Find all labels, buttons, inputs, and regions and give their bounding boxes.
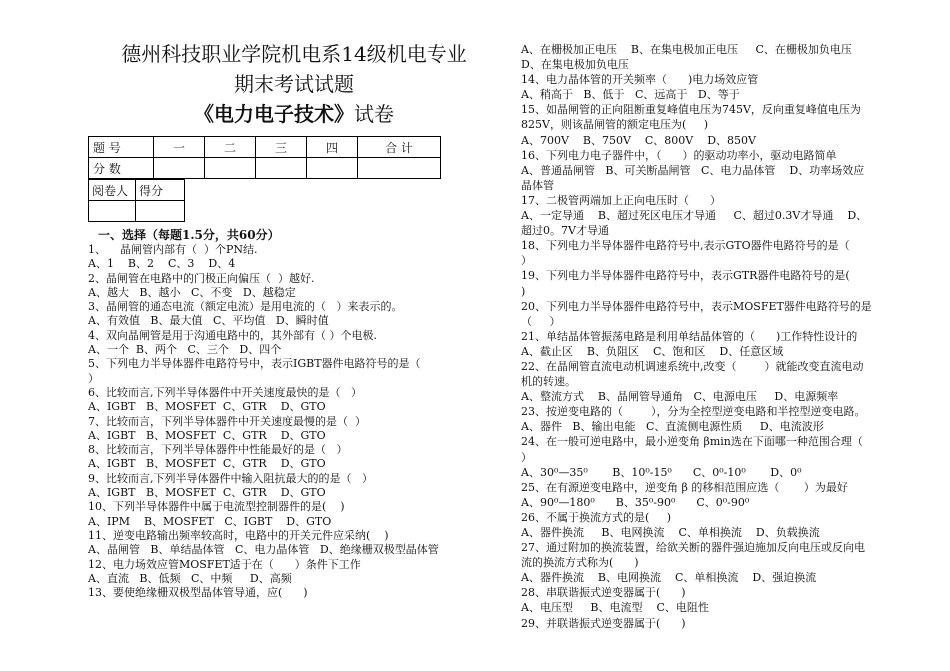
question-line: 26、不属于换流方式的是( ) [521, 510, 672, 524]
question-line: 15、如晶闸管的正向阻断重复峰值电压为745V，反向重复峰值电压为 [521, 103, 861, 117]
score-row-label: 分 数 [89, 158, 154, 179]
grader-table [88, 179, 185, 222]
score-blank-total [358, 158, 441, 179]
question-line: 流的换流方式称为( ) [521, 556, 639, 570]
score-cell-label: 题 号 [89, 137, 154, 158]
question-line: A、90⁰—180⁰ B、35⁰-90⁰ C、0⁰-90⁰ [521, 495, 750, 509]
question-line: A、晶闸管 B、单结晶体管 C、电力晶体管 D、绝缘栅双极型晶体管 [88, 543, 439, 557]
question-line: 18、下列电力半导体器件电路符号中,表示GTO器件电路符号的是（ [521, 239, 850, 253]
question-line: 3、晶闸管的通态电流（额定电流）是用电流的（ ）来表示的。 [88, 300, 403, 314]
score-table-header-row [89, 137, 441, 158]
question-line: 27、通过附加的换流装置，给欲关断的器件强迫施加反向电压或反向电 [521, 541, 865, 555]
grade-blank [136, 201, 185, 222]
course-name: 《电力电子技术》 [194, 102, 354, 126]
exam-title-suffix: 试卷 [354, 102, 394, 126]
score-blank-2 [205, 158, 256, 179]
question-line: 21、单结晶体管振荡电路是利用单结晶体管的（ )工作特性设计的 [521, 329, 858, 343]
question-line: A、一定导通 B、超过死区电压才导通 C、超过0.3V才导通 D、 [521, 209, 868, 223]
score-blank-3 [256, 158, 307, 179]
section-title: 一、选择（每题1.5分，共60分） [98, 228, 280, 242]
question-line: A、700V B、750V C、800V D、850V [521, 133, 756, 147]
question-line: 28、串联谐振式逆变器属于( ) [521, 586, 686, 600]
right-column [521, 42, 941, 631]
question-line: A、越大 B、越小 C、不变 D、越稳定 [88, 285, 296, 299]
exam-title-line2: 期末考试试题 [234, 72, 354, 96]
question-line: ） [88, 371, 99, 385]
question-line: A、稍高于 B、低于 C、远高于 D、等于 [521, 88, 740, 102]
score-blank-1 [154, 158, 205, 179]
question-line: 13、要使绝缘栅双极型晶体管导通，应( ) [88, 586, 308, 600]
question-line: 6、比较而言,下列半导体器件中开关速度最快的是（ ） [88, 385, 362, 399]
question-line: ） [521, 254, 532, 268]
question-line: 超过0。7V才导通 [521, 224, 609, 238]
question-line: 29、并联谐振式逆变器属于( ) [521, 616, 686, 630]
question-line: 机的转速。 [521, 375, 576, 389]
question-line: 4、双向晶闸管是用于沟通电路中的，其外部有（ ）个电极. [88, 328, 377, 342]
question-line: 12、电力场效应管MOSFET适于在（ ）条件下工作 [88, 557, 361, 571]
question-line: 2、晶闸管在电路中的门极正向偏压（ ）越好. [88, 271, 315, 285]
question-list-left [88, 243, 500, 600]
score-table [88, 136, 441, 179]
question-line: 20、下列电力半导体器件电路符号中，表示MOSFET器件电路符号的是 [521, 299, 872, 313]
score-cell-1: 一 [154, 137, 205, 158]
question-line: 晶体管 [521, 178, 554, 192]
question-line: A、器件换流 B、电网换流 C、单相换流 D、强迫换流 [521, 571, 817, 585]
question-line: 825V，则该晶闸管的额定电压为( ) [521, 118, 709, 132]
score-cell-2: 二 [205, 137, 256, 158]
grader-blank [89, 201, 136, 222]
question-line: A、有效值 B、最大值 C、平均值 D、瞬时值 [88, 314, 329, 328]
question-line: 10、下列半导体器件中属于电流型控制器件的是( ) [88, 500, 345, 514]
score-blank-4 [307, 158, 358, 179]
question-line: A、在栅极加正电压 B、在集电极加正电压 C、在栅极加负电压 [521, 43, 852, 56]
exam-title-line1: 德州科技职业学院机电系14级机电专业 [121, 42, 467, 66]
question-line: 11、逆变电路输出频率较高时，电路中的开关元件应采纳( ) [88, 528, 389, 542]
question-line: D、在集电极加负电压 [521, 58, 629, 72]
question-line: A、整流方式 B、晶闸管导通角 C、电源电压 D、电源频率 [521, 390, 839, 404]
score-cell-4: 四 [307, 137, 358, 158]
question-line: 5、下列电力半导体器件电路符号中，表示IGBT器件电路符号的是（ [88, 357, 421, 371]
grader-label: 阅卷人 [89, 180, 136, 201]
question-line: A、IPM B、MOSFET C、IGBT D、GTO [88, 514, 332, 528]
left-column [88, 40, 500, 600]
question-line: ） [521, 450, 532, 464]
question-line: A、IGBT B、MOSFET C、GTR D、GTO [88, 428, 326, 442]
question-line: A、器件换流 B、电网换流 C、单相换流 D、负载换流 [521, 526, 820, 539]
question-line: A、电压型 B、电流型 C、电阻性 [521, 601, 709, 615]
question-line: 1、 晶闸管内部有（ ）个PN结. [88, 243, 258, 256]
question-line: 23、按逆变电路的（ ），分为全控型逆变电路和半控型逆变电路。 [521, 405, 866, 419]
question-line: A、IGBT B、MOSFET C、GTR D、GTO [88, 400, 326, 414]
question-line: 22、在晶闸管直流电动机调速系统中,改变（ ）就能改变直流电动 [521, 359, 864, 373]
exam-title-line3 [88, 100, 500, 128]
question-line: A、普通晶闸管 B、可关断晶闸管 C、电力晶体管 D、功率场效应 [521, 163, 865, 177]
question-list-right [521, 42, 941, 631]
question-line: ) [521, 284, 526, 298]
question-line: 7、比较而言，下列半导体器件中开关速度最慢的是（ ） [88, 414, 366, 428]
question-line: A、IGBT B、MOSFET C、GTR D、GTO [88, 486, 326, 500]
question-line: A、1 B、2 C、3 D、4 [88, 257, 236, 271]
question-line: A、30⁰—35⁰ B、10⁰-15⁰ C、0⁰-10⁰ D、0⁰ [521, 465, 802, 479]
grade-label: 得分 [136, 180, 185, 201]
question-line: 17、二极管两端加上正向电压时（ ） [521, 193, 721, 207]
question-line: A、一个 B、两个 C、三个 D、四个 [88, 343, 282, 357]
question-line: 9、比较而言,下列半导体器件中输入阻抗最大的的是（ ） [88, 471, 373, 485]
score-cell-total: 合 计 [358, 137, 441, 158]
question-line: 14、电力晶体管的开关频率（ )电力场效应管 [521, 73, 759, 87]
question-line: 16、下列电力电子器件中，（ ）的驱动功率小，驱动电路简单 [521, 148, 837, 162]
question-line: （ ） [521, 314, 561, 328]
question-line: A、截止区 B、负阻区 C、饱和区 D、任意区域 [521, 344, 784, 358]
question-line: 8、比较而言，下列半导体器件中性能最好的是（ ） [88, 443, 348, 457]
question-line: A、直流 B、低频 C、中频 D、高频 [88, 571, 292, 585]
question-line: A、器件 B、输出电能 C、直流侧电源性质 D、电流波形 [521, 420, 824, 434]
score-table-score-row [89, 158, 441, 179]
question-line: 19、下列电力半导体器件电路符号中，表示GTR器件电路符号的是( [521, 269, 850, 283]
score-cell-3: 三 [256, 137, 307, 158]
question-line: 24、在一般可逆电路中，最小逆变角 βmin选在下面哪一种范围合理（ [521, 435, 863, 449]
question-line: 25、在有源逆变电路中，逆变角 β 的移相范围应选（ ）为最好 [521, 480, 848, 494]
question-line: A、IGBT B、MOSFET C、GTR D、GTO [88, 457, 326, 471]
